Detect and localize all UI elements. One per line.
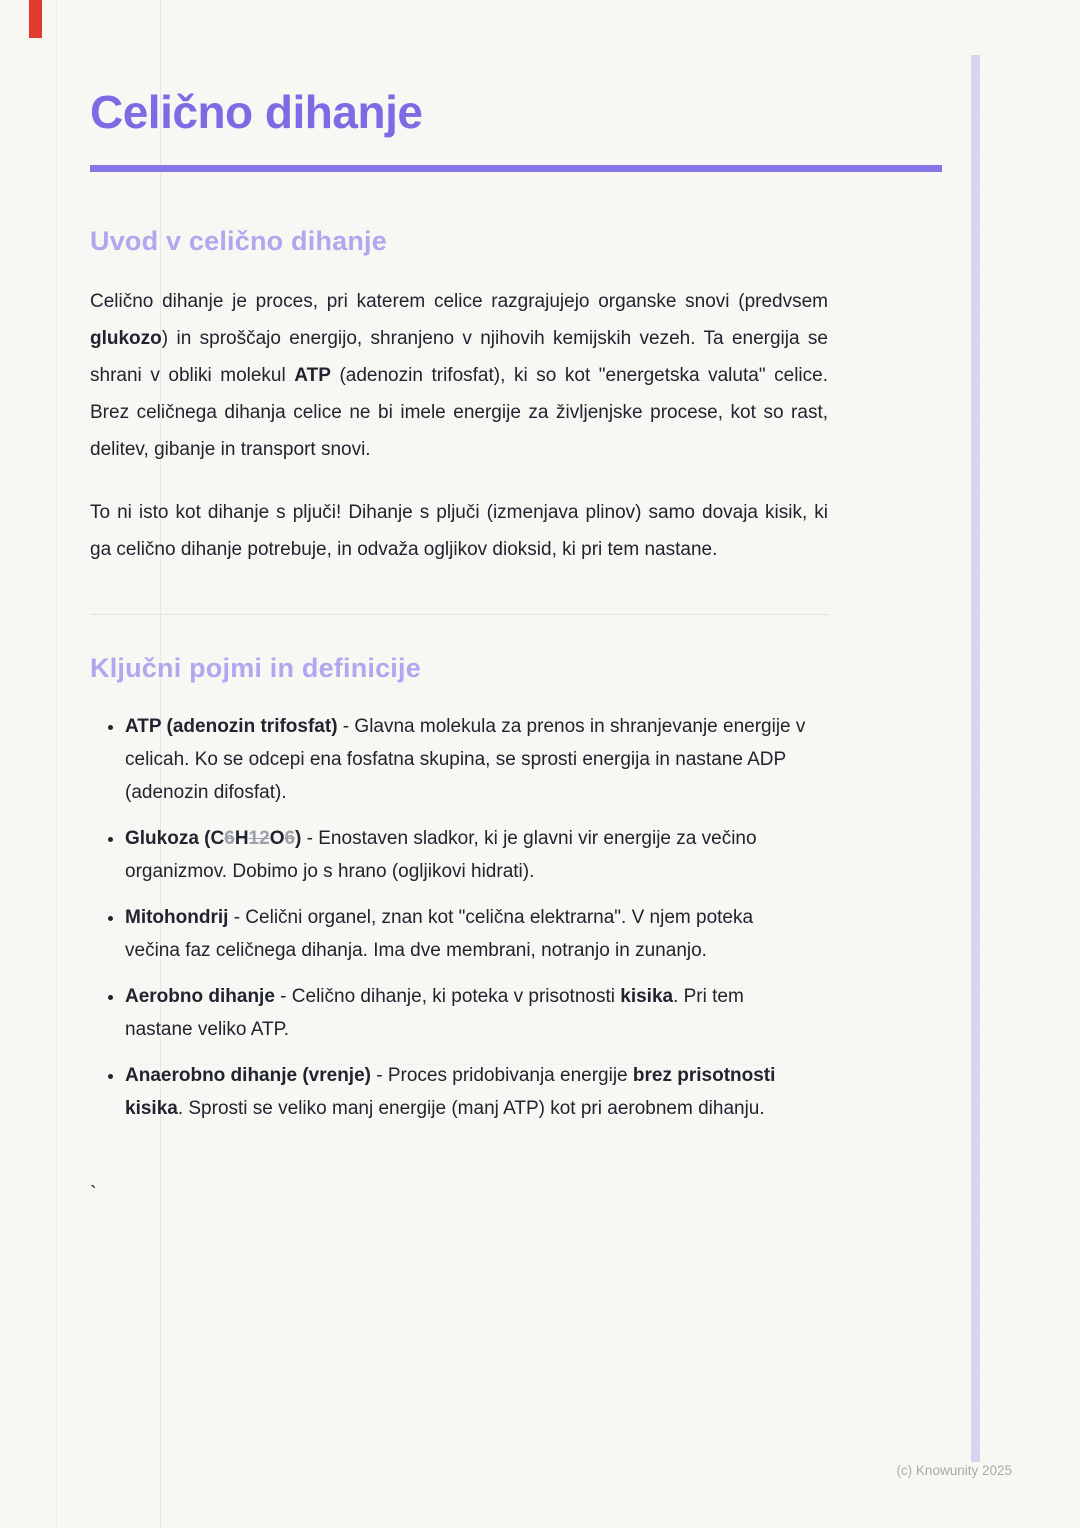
key-term-item: • Aerobno dihanje - Celično dihanje, ki poteka v prisotnosti kisika. Pri tem nastane veliko ATP. — [125, 980, 806, 1046]
paragraph: To ni isto kot dihanje s pljuči! Dihanje s pljuči (izmenjava plinov) samo dovaja kisik, ki ga celično dihanje potrebuje, in odvaža ogljikov dioksid, ki pri tem nastane. — [90, 501, 828, 560]
page-content — [90, 86, 942, 1206]
key-terms-list — [90, 710, 806, 1125]
paragraph: Celično dihanje je proces, pri katerem celice razgrajujejo organske snovi (predvsem glukozo) in sproščajo energijo, shranjeno v njihovih kemijskih vezeh. Ta energija se shrani v obliki molekul ATP (adenozin trifosfat), ki so kot "energetska valuta" celice. Brez celičnega dihanja celice ne bi imele energije za življenjske procese, kot so rast, delitev, gibanje in transport snovi. — [90, 290, 828, 460]
key-term-item: • ATP (adenozin trifosfat) - Glavna molekula za prenos in shranjevanje energije v celicah. Ko se odcepi ena fosfatna skupina, se sprosti energija in nastane ADP (adenozin difosfat). — [125, 710, 806, 809]
section-heading-key-terms: Ključni pojmi in definicije — [90, 652, 421, 683]
right-margin-bar — [971, 55, 980, 1462]
margin-guide-line — [56, 0, 57, 1528]
key-term-item: • Anaerobno dihanje (vrenje) - Proces pridobivanja energije brez prisotnosti kisika. Sprosti se veliko manj energije (manj ATP) kot pri aerobnem dihanju. — [125, 1059, 806, 1125]
red-bookmark-stripe — [29, 0, 42, 38]
key-term-item: • Mitohondrij - Celični organel, znan kot "celična elektrarna". V njem poteka večina faz celičnega dihanja. Ima dve membrani, notranjo in zunanjo. — [125, 901, 806, 967]
key-term-item: • Glukoza (C6H12O6) - Enostaven sladkor, ki je glavni vir energije za večino organizmov. Dobimo jo s hrano (ogljikovi hidrati). — [125, 822, 806, 888]
copyright-footer: (c) Knowunity 2025 — [896, 1463, 1012, 1478]
title-underline-rule — [90, 165, 942, 172]
page-title: Celično dihanje — [90, 86, 423, 138]
section-heading-intro: Uvod v celično dihanje — [90, 225, 387, 256]
section-divider — [90, 614, 828, 615]
stray-character: ` — [90, 1182, 97, 1205]
intro-paragraphs — [90, 283, 828, 568]
